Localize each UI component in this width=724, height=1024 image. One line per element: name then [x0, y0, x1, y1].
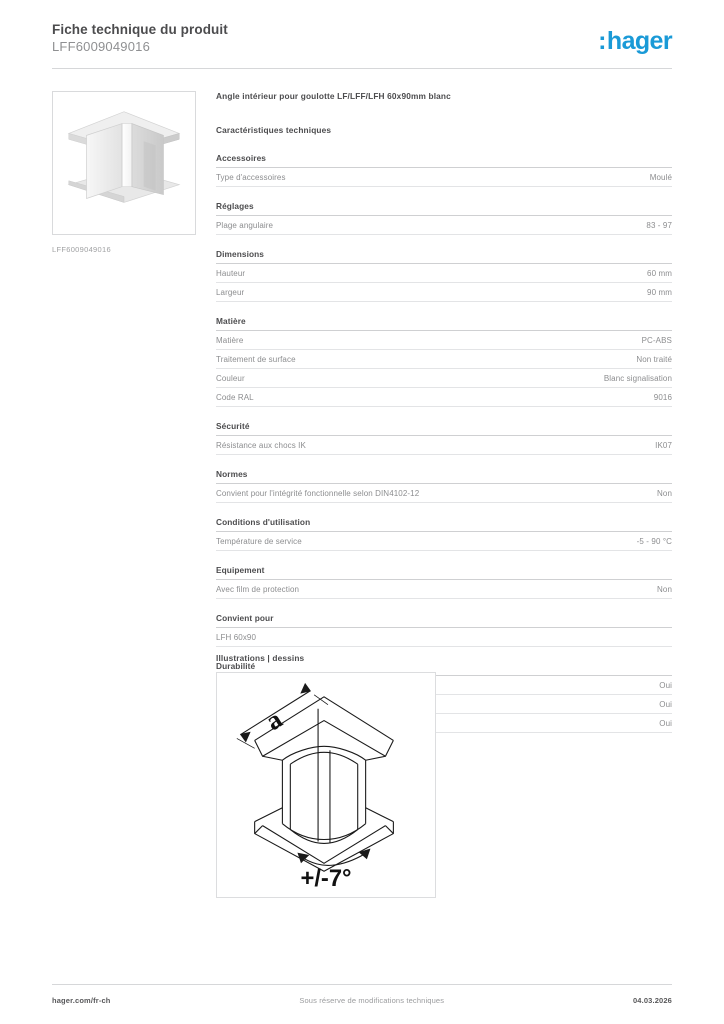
spec-value: Non: [657, 488, 672, 498]
drawing-section: [216, 653, 672, 898]
spec-row: [216, 283, 672, 302]
spec-label: Résistance aux chocs IK: [216, 440, 306, 450]
technical-drawing: [217, 673, 435, 897]
spec-label: Type d'accessoires: [216, 172, 286, 182]
spec-group: [216, 421, 672, 455]
page-footer: [52, 996, 672, 1005]
spec-group: [216, 249, 672, 302]
spec-group-title: Accessoires: [216, 153, 672, 168]
spec-group: [216, 469, 672, 503]
dimension-label-a: a: [260, 703, 288, 737]
spec-row: [216, 388, 672, 407]
spec-group-title: Durabilité: [216, 661, 672, 676]
spec-value: PC-ABS: [641, 335, 672, 345]
logo-wordmark: hager: [606, 27, 672, 55]
spec-value: IK07: [655, 440, 672, 450]
page-title: Fiche technique du produit: [52, 22, 228, 37]
spec-value: 83 - 97: [646, 220, 672, 230]
spec-value: 90 mm: [647, 287, 672, 297]
spec-row: [216, 264, 672, 283]
product-reference: LFF6009049016: [52, 39, 151, 54]
spec-label: Couleur: [216, 373, 245, 383]
spec-label: Largeur: [216, 287, 245, 297]
spec-value: Blanc signalisation: [603, 373, 672, 383]
spec-group-title: Convient pour: [216, 613, 672, 628]
specifications-column: [216, 91, 672, 747]
product-figure: [52, 91, 198, 254]
footer-divider: [52, 984, 672, 985]
spec-group-title: Matière: [216, 316, 672, 331]
spec-value: Non traité: [636, 354, 672, 364]
angle-label: +/-7°: [300, 865, 352, 893]
spec-row: [216, 331, 672, 350]
spec-row: [216, 168, 672, 187]
spec-row: [216, 628, 672, 647]
spec-value: Moulé: [649, 172, 672, 182]
product-name: Angle intérieur pour goulotte LF/LFF/LFH 60x90mm blanc: [216, 91, 451, 101]
spec-group: [216, 316, 672, 407]
spec-group: [216, 153, 672, 187]
spec-row: [216, 436, 672, 455]
spec-group: [216, 517, 672, 551]
product-image-frame: [52, 91, 196, 235]
footer-website[interactable]: hager.com/fr-ch: [52, 996, 111, 1005]
spec-row: [216, 216, 672, 235]
spec-label: LFH 60x90: [216, 632, 257, 642]
spec-row: [216, 484, 672, 503]
page-header: [52, 22, 672, 68]
spec-row: [216, 350, 672, 369]
footer-disclaimer: Sous réserve de modifications techniques: [299, 996, 445, 1005]
spec-label: Matière: [216, 335, 244, 345]
header-divider: [52, 68, 672, 69]
specs-heading: Caractéristiques techniques: [216, 125, 332, 135]
spec-group-title: Conditions d'utilisation: [216, 517, 672, 532]
spec-group: [216, 201, 672, 235]
spec-label: Code RAL: [216, 392, 254, 402]
spec-group: [216, 613, 672, 647]
spec-group-title: Réglages: [216, 201, 672, 216]
spec-value: Oui: [659, 699, 672, 709]
product-photo: [53, 92, 195, 234]
spec-value: 60 mm: [647, 268, 672, 278]
spec-label: Plage angulaire: [216, 220, 274, 230]
logo-colon-icon: :: [598, 27, 606, 55]
spec-value: 9016: [653, 392, 672, 402]
spec-group-title: Dimensions: [216, 249, 672, 264]
spec-label: Avec film de protection: [216, 584, 300, 594]
spec-group-title: Equipement: [216, 565, 672, 580]
spec-value: Non: [657, 584, 672, 594]
spec-row: [216, 580, 672, 599]
spec-groups-container: [216, 153, 672, 733]
product-image-caption: LFF6009049016: [52, 245, 111, 254]
spec-label: Température de service: [216, 536, 302, 546]
spec-group-title: Sécurité: [216, 421, 672, 436]
spec-value: Oui: [659, 718, 672, 728]
spec-value: -5 - 90 °C: [636, 536, 672, 546]
drawing-section-title: Illustrations | dessins: [216, 653, 305, 663]
spec-row: [216, 369, 672, 388]
spec-label: Traitement de surface: [216, 354, 296, 364]
spec-group-title: Normes: [216, 469, 672, 484]
technical-drawing-frame: [216, 672, 436, 898]
hager-logo: [598, 28, 672, 54]
footer-date: 04.03.2026: [632, 996, 672, 1005]
spec-label: Hauteur: [216, 268, 246, 278]
spec-group: [216, 565, 672, 599]
spec-value: Oui: [659, 680, 672, 690]
spec-label: Convient pour l'intégrité fonctionnelle selon DIN4102-12: [216, 488, 420, 498]
spec-row: [216, 532, 672, 551]
